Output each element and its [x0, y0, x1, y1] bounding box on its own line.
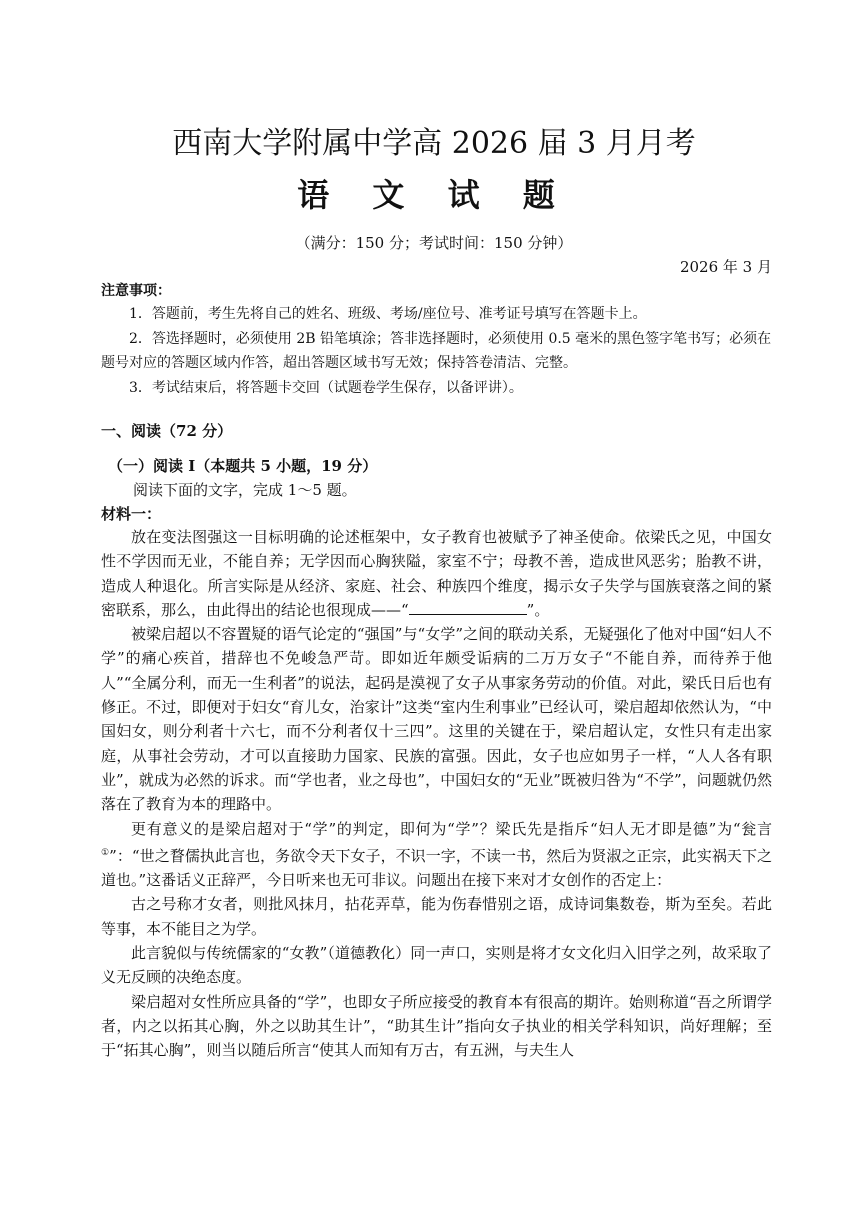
section-heading: 一、阅读（72 分）	[101, 422, 233, 440]
paragraph-1-text: 放在变法图强这一目标明确的论述框架中，女子教育也被赋予了神圣使命。依梁氏之见，中国女性不学因而无业，不能自养；无学因而心胸狭隘，家室不宁；母教不善，造成世风恶劣；胎教不讲，造成人种退化。所言实际是从经济、家庭、社会、种族四个维度，揭示女子失学与国族衰落之间的紧密联系，那么，由此得出的结论也很现成——“	[101, 528, 772, 619]
reading-instruction: 阅读下面的文字，完成 1～5 题。	[133, 481, 357, 499]
exam-date: 2026 年 3 月	[679, 258, 772, 276]
exam-title: 西南大学附属中学高 2026 届 3 月月考	[172, 126, 696, 161]
paragraph-3-text: 更有意义的是梁启超对于“学”的判定，即何为“学”？梁氏先是指斥“妇人无才即是德”为“瓮言	[131, 819, 772, 838]
paragraph-6: 梁启超对女性所应具备的“学”，也即女子所应接受的教育本有很高的期许。始则称道“吾之所谓学者，内之以拓其心胸，外之以助其生计”，“助其生计”指向女子执业的相关学科知识，尚好理解；至于“拓其心胸”，则当以随后所言“使其人而知有万古，有五洲，与夫生人	[101, 992, 772, 1060]
paragraph-quote: 古之号称才女者，则批风抹月，拈花弄草，能为伤春惜别之语，成诗词集数卷，斯为至矣。若此等事，本不能目之为学。	[101, 895, 772, 938]
paragraph-2: 被梁启超以不容置疑的语气论定的“强国”与“女学”之间的联动关系，无疑强化了他对中国“妇人不学”的痛心疾首，措辞也不免峻急严苛。即如近年颇受诟病的二万万女子“不能自养，而待养于他人”“全属分利，而无一生利者”的说法，起码是漠视了女子从事家务劳动的价值。对此，梁氏日后也有修正。不过，即便对于妇女“育儿女，治家计”这类“室内生利事业”已经认可，梁启超却依然认为，“中国妇女，则分利者十六七，而不分利者仅十三四”。这里的关键在于，梁启超认定，女性只有走出家庭，从事社会劳动，才可以直接助力国家、民族的富强。因此，女子也应如男子一样，“人人各有职业”，就成为必然的诉求。而“学也者，业之母也”，中国妇女的“无业”既被归咎为“不学”，问题就仍然落在了教育为本的理路中。	[101, 625, 772, 814]
notice-item-2: 2．答选择题时，必须使用 2B 铅笔填涂；答非选择题时，必须使用 0.5 毫米的黑色签字笔书写；必须在题号对应的答题区域内作答，超出答题区域书写无效；保持答卷清洁、完整。	[101, 330, 772, 371]
paragraph-1	[101, 525, 772, 622]
material-label: 材料一：	[101, 505, 162, 523]
notice-item-1: 1．答题前，考生先将自己的姓名、班级、考场/座位号、准考证号填写在答题卡上。	[129, 306, 647, 322]
paragraph-3	[101, 817, 772, 893]
notice-item-3: 3．考试结束后，将答题卡交回（试题卷学生保存，以备评讲）。	[129, 379, 523, 396]
paragraph-5: 此言貌似与传统儒家的“女教”（道德教化）同一声口，实则是将才女文化归入旧学之列，故采取了义无反顾的决绝态度。	[101, 944, 772, 987]
footnote-mark: ①	[101, 847, 110, 858]
answer-blank	[409, 600, 527, 615]
notice-list	[101, 302, 772, 400]
exam-subtitle: 语 文 试 题	[297, 176, 571, 214]
subsection-heading: （一）阅读 I（本题共 5 小题，19 分）	[108, 457, 378, 475]
paragraph-1-end: ”。	[526, 600, 550, 619]
paragraph-3-rest: ”：“世之瞀儒执此言也，务欲令天下女子，不识一字，不读一书，然后为贤淑之正宗，此实祸天下之道也。”这番话义正辞严，今日听来也无可非议。问题出在接下来对才女创作的否定上：	[101, 846, 773, 890]
exam-info: （满分：150 分；考试时间：150 分钟）	[295, 234, 573, 252]
notice-heading: 注意事项：	[101, 283, 171, 299]
material-body	[101, 525, 772, 1063]
